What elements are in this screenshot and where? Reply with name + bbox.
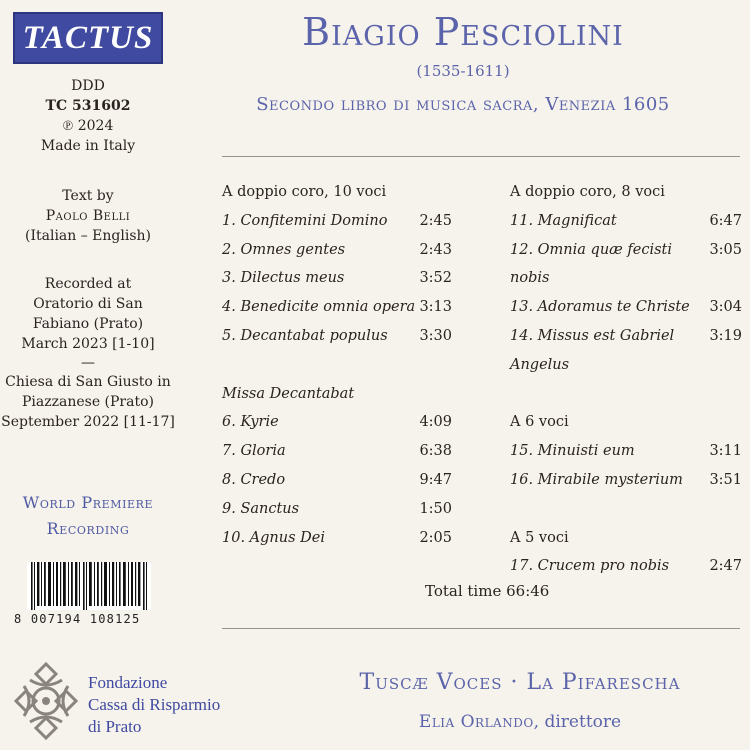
world-premiere	[0, 490, 176, 542]
foundation-name	[88, 672, 220, 738]
section-heading: A doppio coro, 8 voci	[510, 184, 665, 200]
track-time: 3:13	[419, 299, 452, 316]
track-row	[222, 408, 452, 437]
tactus-logo	[13, 12, 163, 64]
label-info	[0, 76, 176, 156]
made-in-label: Made in Italy	[40, 138, 136, 154]
track-title: 8. Credo	[222, 471, 286, 488]
section-heading: A 5 voci	[510, 529, 569, 546]
track-row	[222, 466, 452, 495]
track-title: 13. Adoramus te Christe	[510, 299, 690, 316]
track-title: 11. Magnificat	[510, 212, 617, 229]
track-row	[510, 322, 742, 380]
foundation-line: Cassa di Risparmio	[88, 695, 221, 714]
track-row	[510, 466, 742, 495]
track-title: 4. Benedicite omnia opera	[222, 299, 416, 316]
track-time: 3:52	[419, 270, 452, 287]
track-row	[222, 495, 452, 524]
foundation-line: Fondazione	[88, 673, 168, 692]
track-title: 10. Agnus Dei	[222, 529, 325, 546]
composer-name: Biagio Pesciolini	[302, 10, 624, 54]
barcode	[27, 562, 151, 610]
track-time: 2:05	[419, 529, 452, 546]
track-time: 3:19	[709, 327, 742, 344]
track-title: 7. Gloria	[222, 443, 286, 460]
tracklist-right	[510, 178, 742, 581]
recorded-line: Recorded at	[44, 276, 132, 292]
track-time: 3:11	[709, 443, 742, 460]
track-title: 12. Omnia quæ fecisti nobis	[510, 241, 673, 287]
section-heading: A doppio coro, 10 voci	[222, 184, 387, 200]
text-by-label: Text by	[62, 188, 114, 204]
track-title: 9. Sanctus	[222, 500, 300, 517]
bottom-divider	[222, 628, 740, 629]
track-row	[222, 264, 452, 293]
logo-text: TACTUS	[22, 19, 154, 56]
track-title: 1. Confitemini Domino	[222, 212, 388, 229]
tracklist-left	[222, 178, 452, 552]
track-time: 6:38	[419, 443, 452, 460]
conductor-credit	[290, 712, 750, 732]
ensemble-names: Tuscæ Voces · La Pifarescha	[359, 670, 681, 695]
track-title: 6. Kyrie	[222, 414, 279, 431]
track-time: 3:05	[709, 241, 742, 258]
track-time: 1:50	[419, 500, 452, 517]
track-time: 2:47	[709, 558, 742, 575]
track-title: 15. Minuisti eum	[510, 443, 635, 460]
track-title: 16. Mirabile mysterium	[510, 471, 683, 488]
text-by-name: Paolo Belli	[45, 208, 131, 224]
top-divider	[222, 156, 740, 157]
track-time: 9:47	[419, 471, 452, 488]
track-time: 3:04	[709, 299, 742, 316]
catalog-number: TC 531602	[45, 98, 131, 114]
composer-dates: (1535-1611)	[416, 62, 510, 80]
track-row	[222, 207, 452, 236]
track-row	[510, 293, 742, 322]
track-title: 3. Dilectus meus	[222, 270, 345, 287]
barcode-bars	[31, 562, 147, 610]
foundation-emblem-icon	[10, 660, 82, 742]
section-heading: Missa Decantabat	[222, 385, 355, 402]
second-venue-line: September 2022 [11-17]	[1, 414, 175, 430]
track-row	[222, 437, 452, 466]
premiere-line: World Premiere	[22, 493, 154, 512]
track-time: 4:09	[419, 414, 452, 431]
track-row	[510, 236, 742, 294]
track-time: 6:47	[709, 212, 742, 229]
conductor-name: Elia Orlando	[418, 712, 534, 732]
copyright-year: ℗ 2024	[62, 118, 114, 134]
work-title: Secondo libro di musica sacra, Venezia 1605	[256, 94, 670, 115]
track-title: 17. Crucem pro nobis	[510, 558, 670, 575]
track-title: 14. Missus est Gabriel Angelus	[510, 327, 675, 373]
track-time: 3:51	[709, 471, 742, 488]
second-venue-line: Piazzanese (Prato)	[21, 394, 154, 410]
track-row	[510, 552, 742, 581]
track-row	[510, 437, 742, 466]
second-venue-line: Chiesa di San Giusto in	[5, 374, 171, 390]
track-time: 2:43	[419, 241, 452, 258]
barcode-number: 8 007194 108125	[14, 612, 141, 626]
recorded-line: Oratorio di San	[33, 296, 143, 312]
conductor-role: , direttore	[533, 712, 622, 732]
track-time: 2:45	[419, 212, 452, 229]
track-row	[510, 207, 742, 236]
track-row	[222, 322, 452, 351]
track-title: 2. Omnes gentes	[222, 241, 346, 258]
credit-separator: —	[81, 355, 95, 371]
recorded-line: Fabiano (Prato)	[32, 316, 144, 332]
foundation-line: di Prato	[88, 717, 142, 736]
premiere-line: Recording	[46, 519, 130, 538]
recorded-line: March 2023 [1-10]	[21, 336, 155, 352]
track-row	[222, 236, 452, 265]
track-row	[222, 293, 452, 322]
track-time: 3:30	[419, 327, 452, 344]
text-credits	[0, 186, 176, 246]
total-time: Total time 66:46	[425, 582, 550, 600]
track-title: 5. Decantabat populus	[222, 327, 388, 344]
section-heading: A 6 voci	[510, 414, 569, 431]
text-by-lang: (Italian – English)	[25, 228, 151, 244]
track-row	[222, 524, 452, 553]
recording-credits	[0, 274, 176, 432]
ddd-label: DDD	[71, 78, 105, 94]
